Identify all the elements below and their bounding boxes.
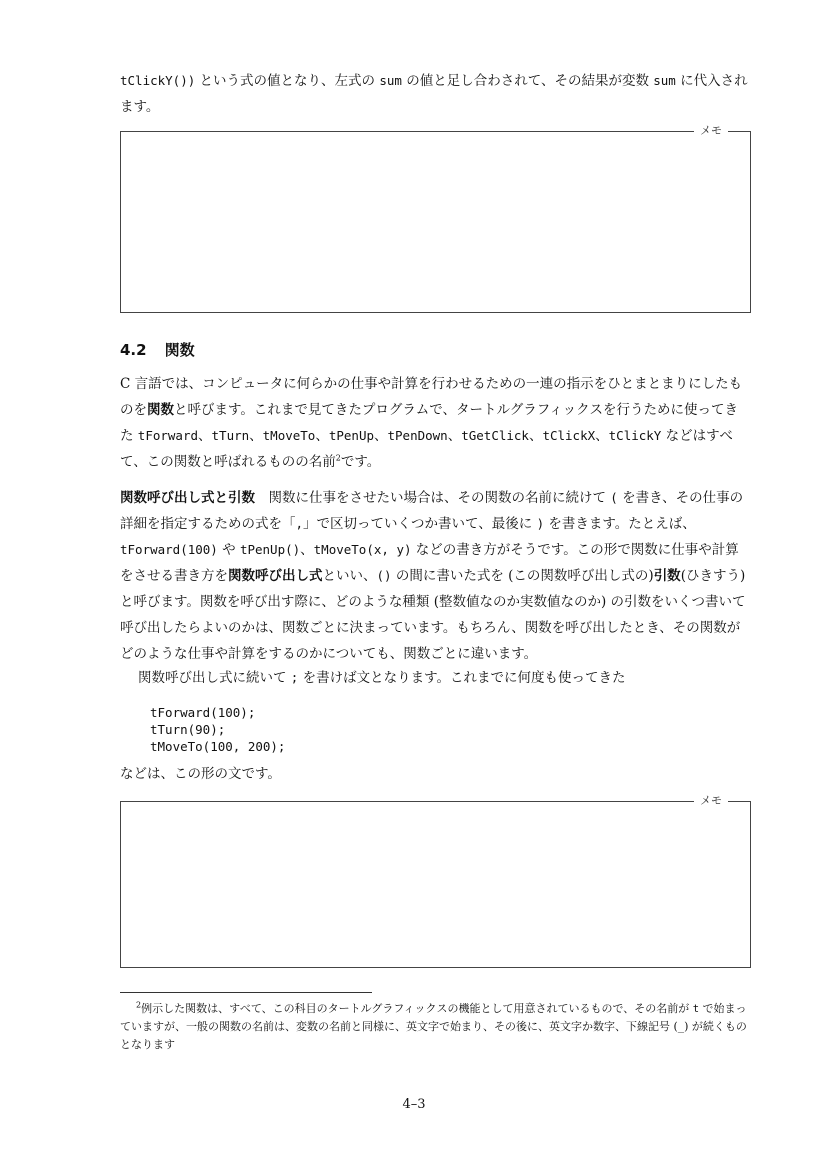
section-heading: [120, 339, 195, 360]
paragraph-title: 関数呼び出し式と引数: [120, 490, 255, 506]
code-line: tTurn(90);: [150, 722, 226, 737]
code-inline: tPenUp: [328, 428, 374, 443]
code-inline: tForward(100): [120, 542, 218, 557]
memo-label: メモ: [694, 793, 728, 809]
code-inline: sum: [653, 73, 676, 88]
section-title: 関数: [164, 341, 195, 359]
memo-box[interactable]: [120, 794, 751, 968]
section-number: 4.2: [120, 341, 147, 359]
footnote: $^2$例示した関数は、すべて、この科目のタートルグラフィックスの機能として用意されているもので、その名前が t で始まっていますが、一般の関数の名前は、変数の名前と同様に、英文字で始まり、その後に、英文字か数字、下線記号 (_) が続くものとなります: [120, 1000, 747, 1051]
code-inline: ;: [290, 670, 299, 685]
intro-paragraph: tClickY()) という式の値となり、左式の sum の値と足し合わされて、その結果が変数 sum に代入されます。: [120, 73, 748, 115]
paragraph-conclusion: などは、この形の文です。: [120, 766, 281, 782]
page-number: 4–3: [402, 1097, 426, 1112]
code-inline: (: [610, 490, 618, 505]
code-inline: tPenUp(): [239, 542, 301, 557]
code-line: tForward(100);: [150, 705, 256, 720]
footnote-ref[interactable]: 2: [335, 453, 341, 463]
code-inline: ,: [295, 516, 304, 531]
code-inline: sum: [379, 73, 402, 88]
code-inline: (): [376, 568, 392, 583]
keyword: 関数呼び出し式: [228, 568, 323, 584]
code-inline: tTurn: [211, 428, 250, 443]
code-inline: tClickY()): [120, 73, 196, 88]
keyword: 引数: [653, 568, 681, 584]
memo-box[interactable]: [120, 124, 751, 313]
code-inline: ): [536, 516, 545, 531]
code-inline: tMoveTo(x, y): [313, 542, 412, 557]
paragraph-call-expression: 関数呼び出し式と引数 関数に仕事をさせたい場合は、その関数の名前に続けて ( を書き、その仕事の詳細を指定するための式を「,」で区切っていくつか書いて、最後に ) を書きます。たとえば、tForward(100) や tPenUp()、tMoveTo(x, y) などの書き方がそうです。この形で関数に仕事や計算をさせる書き方を関数呼び出し式といい、() の間に書いた式を (この関数呼び出し式の)引数(ひきすう) と呼びます。関数を呼び出す際に、どのような種類 (整数値なのか実数値なのか) の引数をいくつ書いて呼び出したらよいのかは、関数ごとに決まっています。もちろん、関数を呼び出したとき、その関数がどのような仕事や計算をするのかについても、関数ごとに違います。: [120, 490, 746, 662]
code-inline: tClickY: [608, 428, 662, 443]
keyword: 関数: [147, 402, 174, 418]
code-inline: tClickX: [542, 428, 596, 443]
code-inline: _: [677, 1021, 685, 1033]
footnote-divider: [120, 992, 372, 993]
code-inline: tForward: [137, 428, 199, 443]
code-inline: tGetClick: [461, 428, 529, 443]
code-inline: t: [692, 1003, 700, 1015]
paragraph-functions: C 言語では、コンピュータに何らかの仕事や計算を行わせるための一連の指示をひとまとまりにしたものを関数と呼びます。これまで見てきたプログラムで、タートルグラフィックスを行うために使ってきた tForward、tTurn、tMoveTo、tPenUp、tPenDown、tGetClick、tClickX、tClickY などはすべて、この関数と呼ばれるものの名前$^2$です。: [120, 376, 743, 470]
code-block: [150, 704, 285, 755]
code-inline: tMoveTo: [262, 428, 316, 443]
footnote-mark: 2: [136, 1000, 142, 1010]
code-line: tMoveTo(100, 200);: [150, 739, 286, 754]
code-inline: tPenDown: [387, 428, 448, 443]
memo-label: メモ: [694, 123, 728, 139]
paragraph-statement: 関数呼び出し式に続いて ; を書けば文となります。これまでに何度も使ってきた: [138, 670, 626, 686]
